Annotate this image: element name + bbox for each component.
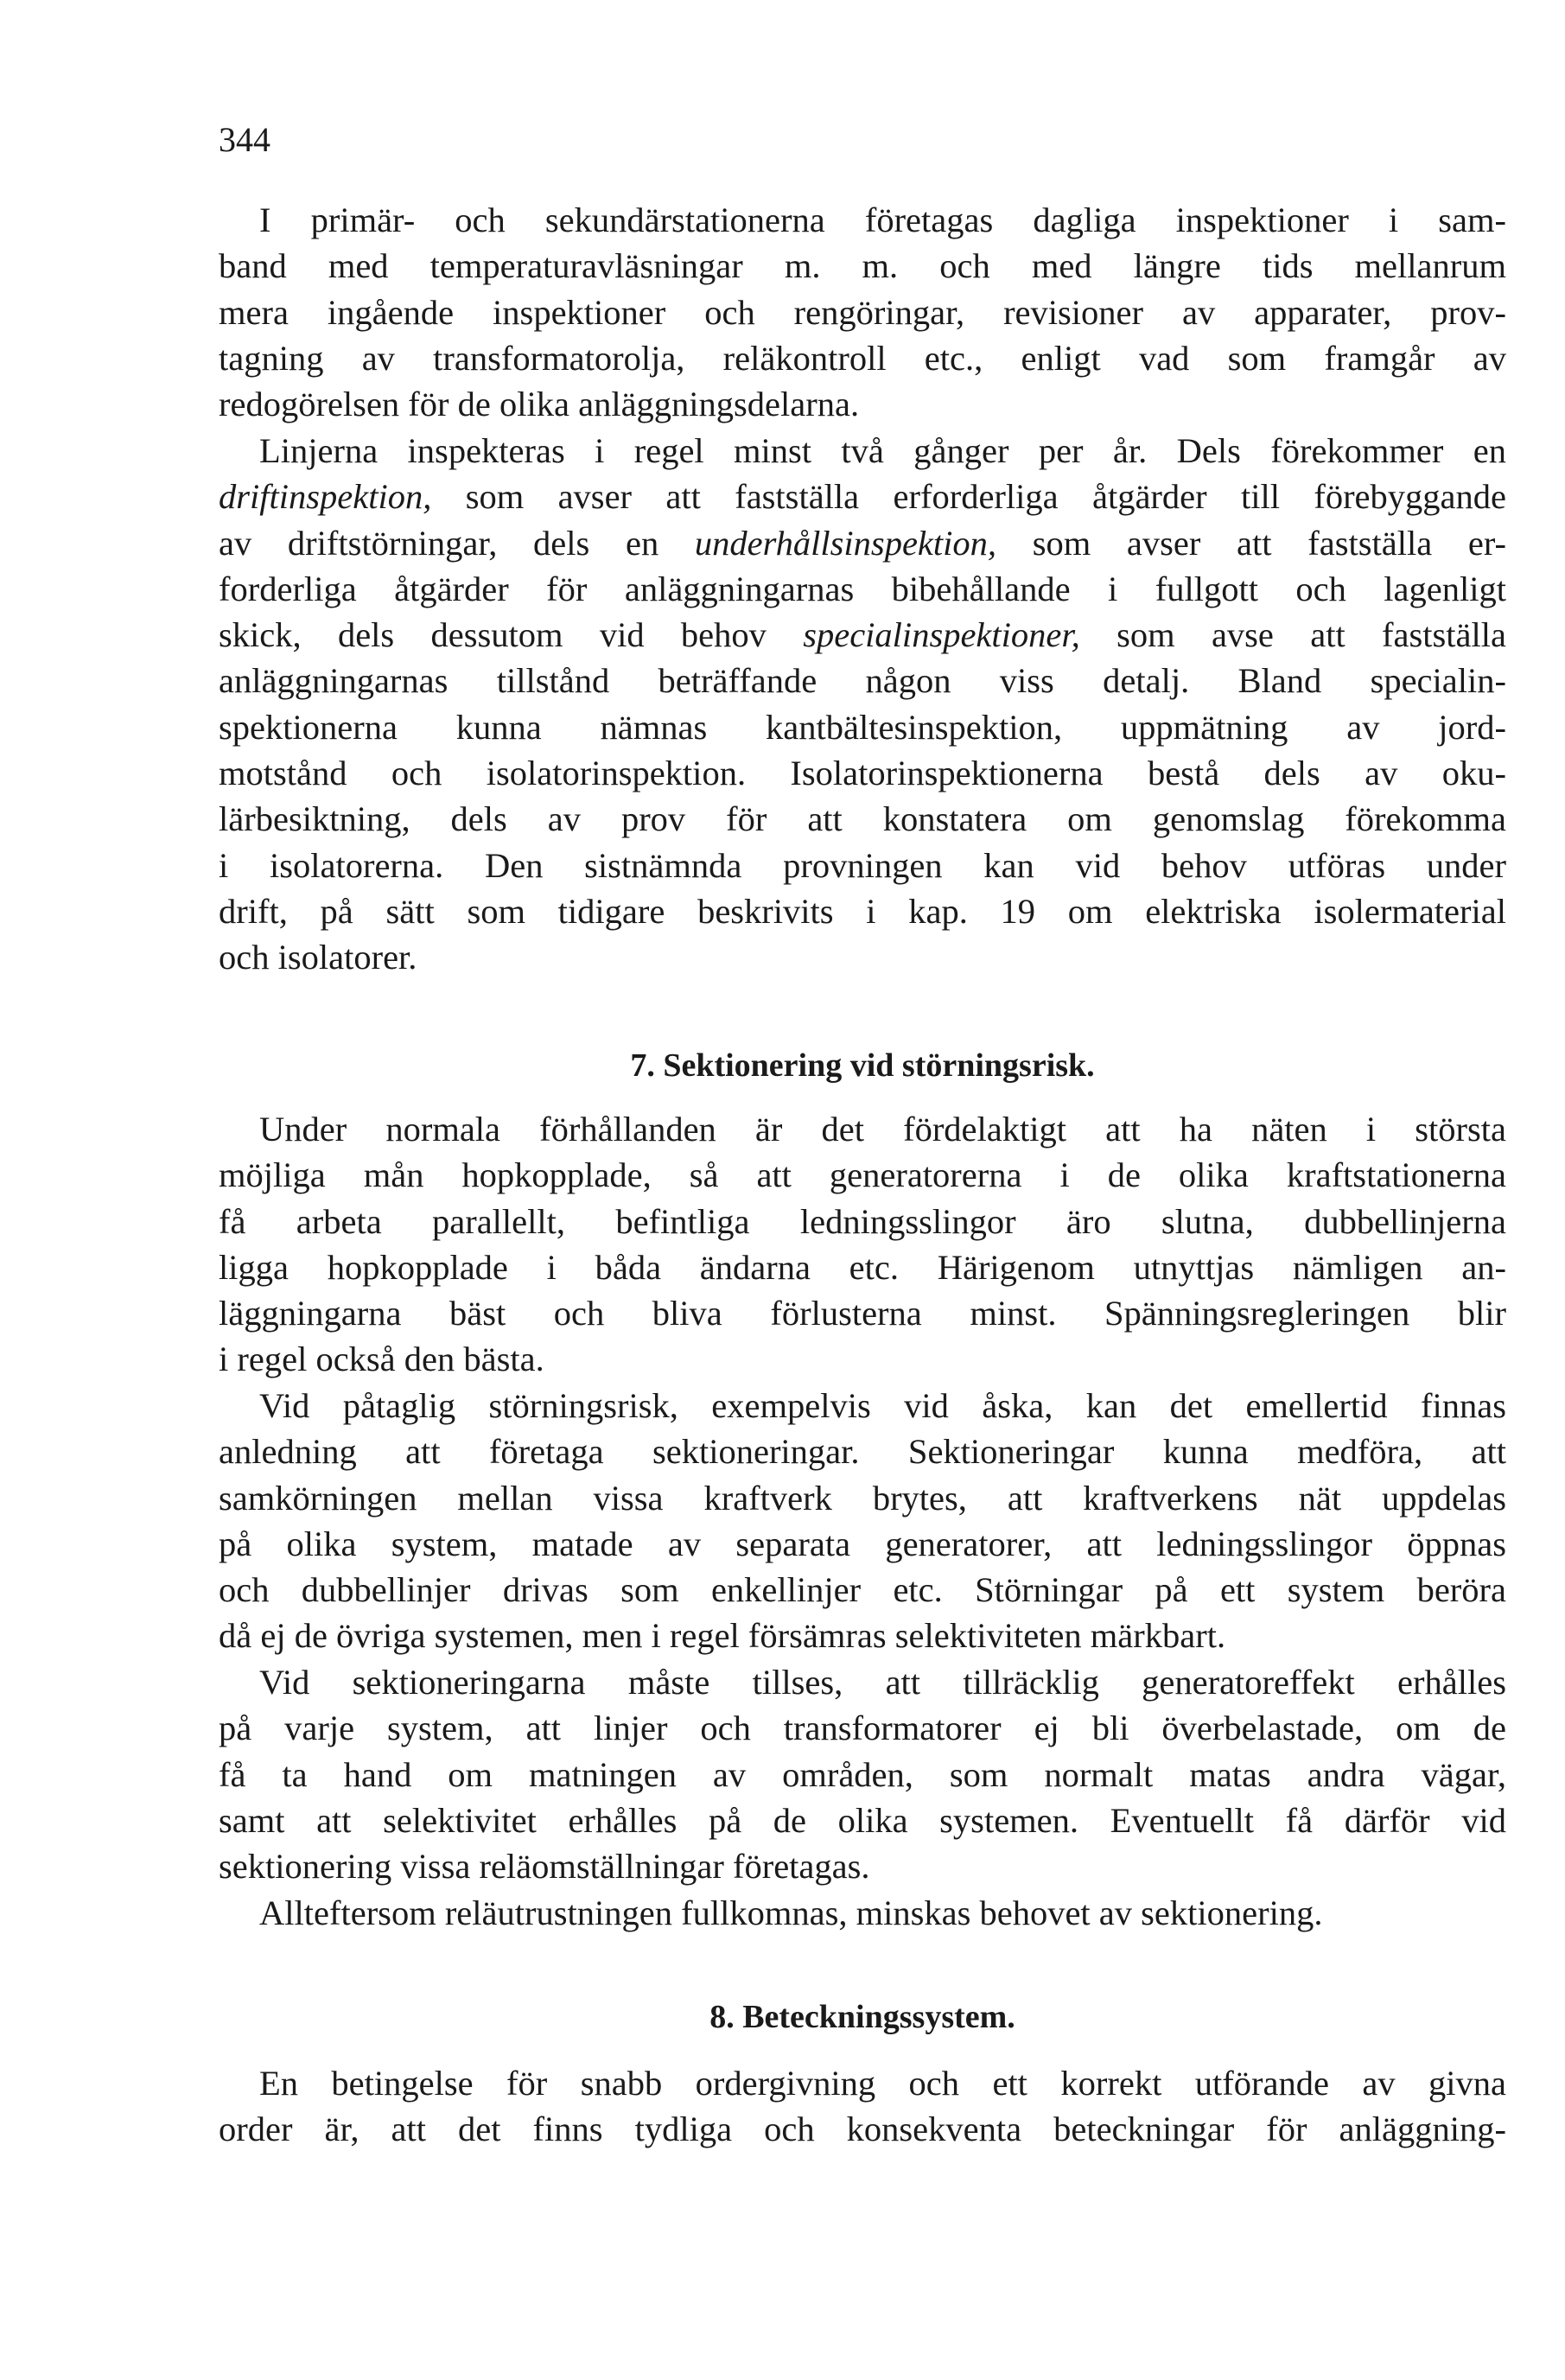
italic-term: specialinspektioner, [803,615,1080,655]
italic-term: underhållsinspektion, [694,523,997,563]
text-line: band med temperaturavläsningar m. m. och med längre tids mellanrum [219,246,1506,286]
text-line: mera ingående inspektioner och rengöringar, revisioner av apparater, prov- [219,292,1506,332]
text-line: i isolatorerna. Den sistnämnda provningen kan vid behov utföras under [219,845,1506,885]
page-number: 344 [219,120,270,159]
text-line: Vid sektioneringarna måste tillses, att tillräcklig generatoreffekt erhålles [259,1663,1506,1702]
section-heading-8: 8. Beteckningssystem. [709,1999,1015,2035]
text-line: få ta hand om matningen av områden, som normalt matas andra vägar, [219,1754,1506,1794]
text-line: samkörningen mellan vissa kraftverk brytes, att kraftverkens nät uppdelas [219,1478,1506,1518]
paragraph-line-inspections [219,428,1506,981]
text-line: forderliga åtgärder för anläggningarnas bibehållande i fullgott och lagenligt [219,569,1506,608]
text-line: möjliga mån hopkopplade, så att generatorerna i de olika kraftstationerna [219,1155,1506,1195]
text-line: och dubbellinjer drivas som enkellinjer etc. Störningar på ett system beröra [219,1570,1506,1610]
paragraph-disturbance-risk [219,1383,1506,1659]
text-line: anledning att företaga sektioneringar. Sektioneringar kunna medföra, att [219,1432,1506,1472]
paragraph-normal-conditions [219,1106,1506,1383]
section-heading-7: 7. Sektionering vid störningsrisk. [630,1047,1095,1084]
text-line: drift, på sätt som tidigare beskrivits i kap. 19 om elektriska isolermaterial [219,891,1506,931]
text-line: på varje system, att linjer och transformatorer ej bli överbelastade, om de [219,1709,1506,1748]
text-line: skick, dels dessutom vid behov specialinspektioner, som avse att fastställa [219,615,1506,655]
text-line: anläggningarnas tillstånd beträffande någon viss detalj. Bland specialin- [219,661,1506,701]
text-line: Vid påtaglig störningsrisk, exempelvis vid åska, kan det emellertid finnas [259,1386,1506,1425]
text-line: och isolatorer. [219,938,417,977]
text-line: redogörelsen för de olika anläggningsdelarna. [219,385,860,424]
text-line: av driftstörningar, dels en underhållsinspektion, som avser att fastställa er- [219,523,1507,563]
text-line: ligga hopkopplade i båda ändarna etc. Härigenom utnyttjas nämligen an- [219,1247,1506,1287]
text-line: samt att selektivitet erhålles på de olika systemen. Eventuellt få därför vid [219,1800,1506,1840]
text-line: då ej de övriga systemen, men i regel försämras selektiviteten märkbart. [219,1616,1226,1656]
text-line: spektionerna kunna nämnas kantbältesinspektion, uppmätning av jord- [219,707,1506,747]
text-line: Under normala förhållanden är det fördelaktigt att ha näten i största [259,1110,1506,1149]
text-line: Allteftersom reläutrustningen fullkomnas, minskas behovet av sektionering. [259,1893,1323,1932]
paragraph-designation-system [219,2060,1506,2153]
italic-term: driftinspektion, [219,477,432,517]
text-line: En betingelse för snabb ordergivning och ett korrekt utförande av givna [259,2064,1506,2103]
text-line: order är, att det finns tydliga och konsekventa beteckningar för anläggning- [219,2110,1506,2149]
text-line: läggningarna bäst och bliva förlusterna minst. Spänningsregleringen blir [219,1294,1506,1333]
text-line: få arbeta parallellt, befintliga ledningsslingor äro slutna, dubbellinjerna [219,1201,1506,1241]
paragraph-sectioning-requirements [219,1659,1506,1889]
paragraph-relay-equipment [219,1890,1506,1936]
text-line: på olika system, matade av separata generatorer, att ledningsslingor öppnas [219,1524,1506,1563]
text-line: tagning av transformatorolja, reläkontroll etc., enligt vad som framgår av [219,338,1506,378]
text-line: sektionering vissa reläomställningar företagas. [219,1847,870,1887]
text-line: Linjerna inspekteras i regel minst två gånger per år. Dels förekommer en [259,431,1506,470]
text-line: driftinspektion, som avser att fastställa erforderliga åtgärder till förebyggande [219,477,1506,517]
text-line: motstånd och isolatorinspektion. Isolatorinspektionerna bestå dels av oku- [219,754,1506,793]
text-line: i regel också den bästa. [219,1340,544,1379]
paragraph-station-inspections [219,197,1506,427]
text-line: lärbesiktning, dels av prov för att konstatera om genomslag förekomma [219,799,1506,839]
text-line: I primär- och sekundärstationerna företagas dagliga inspektioner i sam- [259,200,1506,239]
